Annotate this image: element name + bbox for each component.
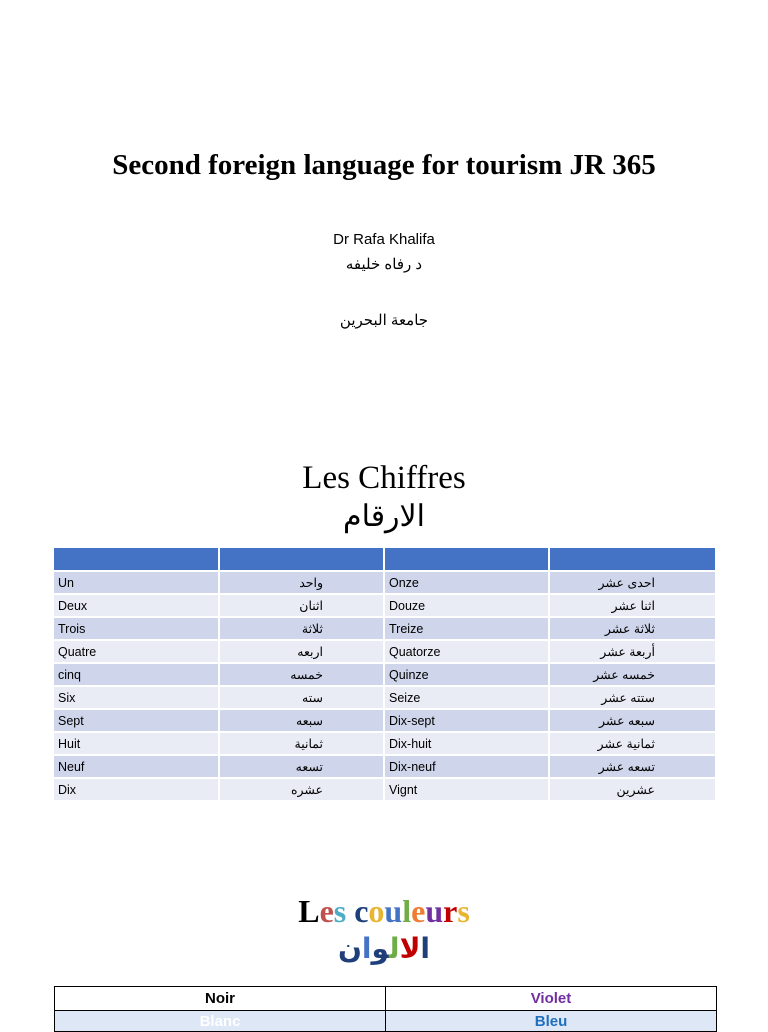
arabic-number-cell: سته bbox=[219, 686, 384, 709]
heading-letter: u bbox=[425, 893, 444, 929]
table-row bbox=[54, 663, 715, 686]
table-row bbox=[54, 755, 715, 778]
color-name-cell: Violet bbox=[386, 987, 717, 1011]
heading-letter: r bbox=[443, 893, 458, 929]
french-number-cell: Dix bbox=[54, 778, 219, 800]
heading-letter-arabic: و bbox=[371, 932, 390, 965]
heading-letter-arabic: ن bbox=[337, 932, 362, 965]
french-number-cell: Quatorze bbox=[384, 640, 549, 663]
table-row bbox=[54, 617, 715, 640]
french-number-cell: Un bbox=[54, 571, 219, 594]
arabic-number-cell: سبعه bbox=[219, 709, 384, 732]
author-name-arabic: د رفاه خليفه bbox=[345, 256, 423, 273]
arabic-number-cell: اربعه bbox=[219, 640, 384, 663]
color-name-cell: Bleu bbox=[386, 1011, 717, 1032]
header-cell bbox=[219, 548, 384, 571]
french-number-cell: Dix-huit bbox=[384, 732, 549, 755]
numbers-table-header bbox=[54, 548, 715, 571]
heading-letter: s bbox=[457, 893, 470, 929]
heading-letter: e bbox=[319, 893, 334, 929]
arabic-number-cell: ثمانية bbox=[219, 732, 384, 755]
french-number-cell: Dix-sept bbox=[384, 709, 549, 732]
table-row bbox=[54, 732, 715, 755]
header-cell bbox=[54, 548, 219, 571]
french-number-cell: Seize bbox=[384, 686, 549, 709]
arabic-number-cell: احدى عشر bbox=[549, 571, 715, 594]
french-number-cell: Sept bbox=[54, 709, 219, 732]
colors-heading-arabic bbox=[0, 929, 768, 969]
heading-letter-arabic: ا bbox=[361, 932, 372, 965]
header-cell bbox=[384, 548, 549, 571]
table-row bbox=[55, 1011, 717, 1032]
french-number-cell: Quatre bbox=[54, 640, 219, 663]
french-number-cell: cinq bbox=[54, 663, 219, 686]
heading-letter: L bbox=[298, 893, 320, 929]
french-number-cell: Neuf bbox=[54, 755, 219, 778]
heading-letter-arabic: ا bbox=[420, 932, 431, 965]
colors-heading bbox=[0, 892, 768, 930]
heading-letter: o bbox=[368, 893, 385, 929]
header-cell bbox=[549, 548, 715, 571]
numbers-heading-arabic: الارقام bbox=[343, 500, 425, 533]
arabic-number-cell: خمسه عشر bbox=[549, 663, 715, 686]
color-name-cell: Blanc bbox=[55, 1011, 386, 1032]
arabic-number-cell: تسعه عشر bbox=[549, 755, 715, 778]
arabic-number-cell: ثمانية عشر bbox=[549, 732, 715, 755]
french-number-cell: Six bbox=[54, 686, 219, 709]
arabic-number-cell: واحد bbox=[219, 571, 384, 594]
french-number-cell: Onze bbox=[384, 571, 549, 594]
french-number-cell: Deux bbox=[54, 594, 219, 617]
heading-letter: c bbox=[354, 893, 369, 929]
arabic-number-cell: عشره bbox=[219, 778, 384, 800]
table-row bbox=[54, 709, 715, 732]
table-row bbox=[54, 594, 715, 617]
arabic-number-cell: اثنان bbox=[219, 594, 384, 617]
document-title: Second foreign language for tourism JR 365 bbox=[112, 149, 656, 181]
heading-letter-arabic: ل bbox=[399, 932, 421, 965]
french-number-cell: Treize bbox=[384, 617, 549, 640]
french-number-cell: Dix-neuf bbox=[384, 755, 549, 778]
arabic-number-cell: ثلاثة bbox=[219, 617, 384, 640]
colors-table bbox=[54, 986, 717, 1032]
university-name-arabic: جامعة البحرين bbox=[339, 312, 429, 329]
arabic-number-cell: ثلاثة عشر bbox=[549, 617, 715, 640]
color-name-cell: Noir bbox=[55, 987, 386, 1011]
numbers-heading: Les Chiffres bbox=[302, 460, 466, 496]
table-row bbox=[55, 987, 717, 1011]
arabic-number-cell: ستته عشر bbox=[549, 686, 715, 709]
french-number-cell: Vignt bbox=[384, 778, 549, 800]
heading-letter: l bbox=[402, 893, 412, 929]
author-name: Dr Rafa Khalifa bbox=[333, 231, 435, 248]
heading-letter: s bbox=[333, 893, 347, 929]
french-number-cell: Huit bbox=[54, 732, 219, 755]
arabic-number-cell: سبعه عشر bbox=[549, 709, 715, 732]
heading-letter: e bbox=[411, 893, 426, 929]
french-number-cell: Trois bbox=[54, 617, 219, 640]
french-number-cell: Douze bbox=[384, 594, 549, 617]
arabic-number-cell: عشرين bbox=[549, 778, 715, 800]
arabic-number-cell: تسعه bbox=[219, 755, 384, 778]
table-row bbox=[54, 778, 715, 800]
arabic-number-cell: اثنا عشر bbox=[549, 594, 715, 617]
heading-letter: u bbox=[384, 893, 403, 929]
arabic-number-cell: أربعة عشر bbox=[549, 640, 715, 663]
arabic-number-cell: خمسه bbox=[219, 663, 384, 686]
table-row bbox=[54, 640, 715, 663]
heading-letter-arabic: ل bbox=[389, 932, 400, 965]
table-row bbox=[54, 571, 715, 594]
numbers-table bbox=[54, 548, 715, 800]
table-row bbox=[54, 686, 715, 709]
french-number-cell: Quinze bbox=[384, 663, 549, 686]
